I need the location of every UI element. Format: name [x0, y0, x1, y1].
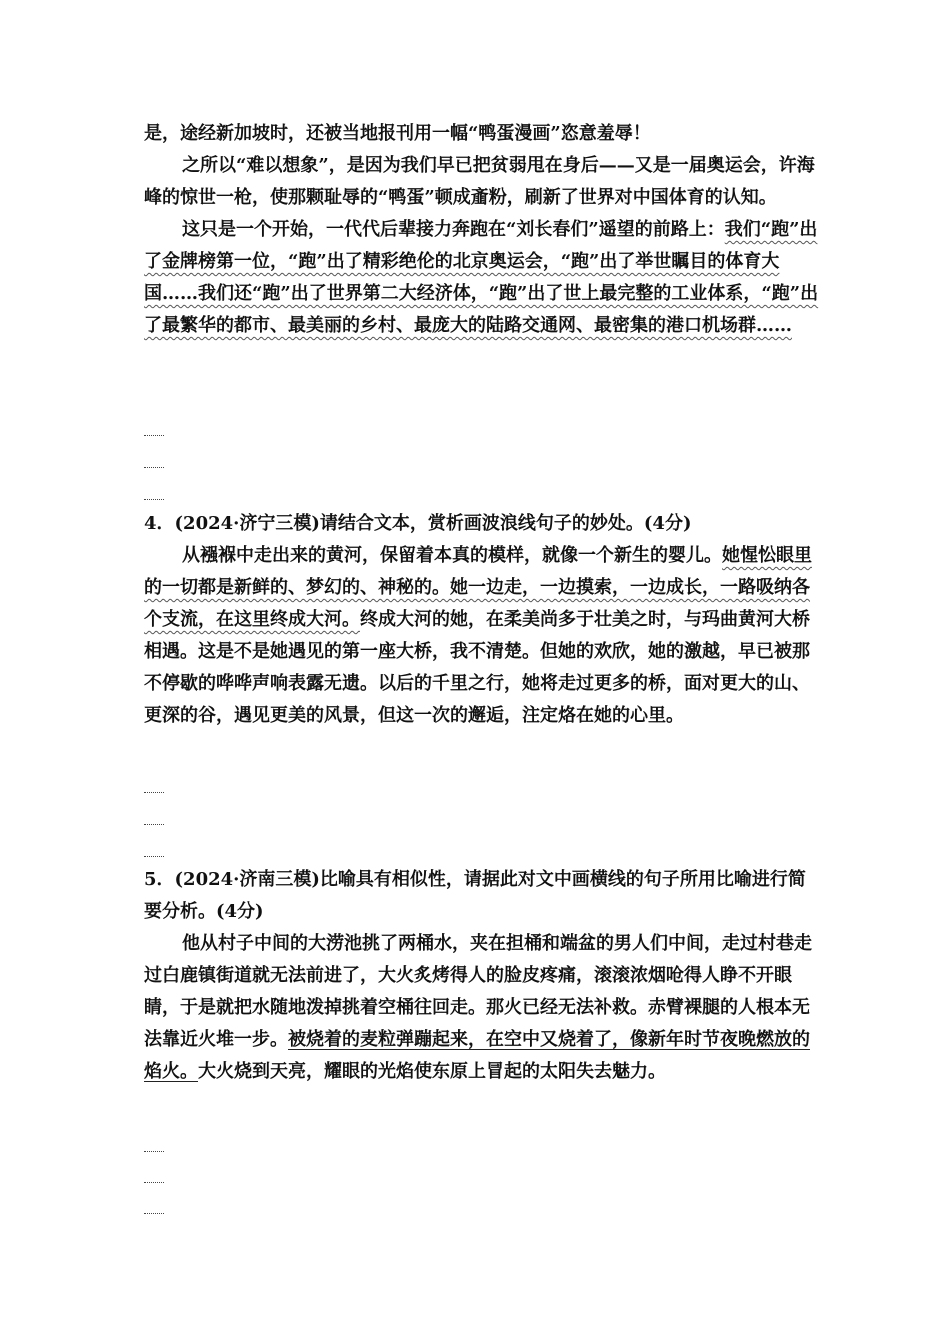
- answer-line[interactable]: [144, 433, 164, 436]
- answer-line[interactable]: [144, 790, 164, 793]
- answer-line[interactable]: [144, 822, 164, 825]
- answer-line[interactable]: [144, 1149, 164, 1152]
- question-4-plain-text: 从襁褓中走出来的黄河，保留着本真的模样，就像一个新生的婴儿。: [182, 545, 722, 566]
- question-4-plain-text-2: 终成大河的她，在柔美尚多于壮美之时，与玛曲黄河大桥相遇。这是不是她遇见的第一座大桥，我不清楚。但她的欢欣，她的激越，早已被那不停歇的哗哗声响表露无遗。以后的千里之行，她将走过更多的桥，面对更大的山、更深的谷，遇见更美的风景，但这一次的邂逅，注定烙在她的心里。: [144, 609, 810, 726]
- answer-line[interactable]: [144, 854, 164, 857]
- passage-1: [144, 118, 820, 342]
- question-5-plain-text: 他从村子中间的大涝池挑了两桶水，夹在担桶和端盆的男人们中间，走过村巷走过白鹿镇街道就无法前进了，大火炙烤得人的脸皮疼痛，滚滚浓烟呛得人睁不开眼睛，于是就把水随地泼掉挑着空桶往回走。那火已经无法补救。赤臂裸腿的人根本无法靠近火堆一步。: [144, 933, 812, 1050]
- passage-1-plain-text: 这只是一个开始，一代代后辈接力奔跑在“刘长春们”遥望的前路上：: [182, 219, 725, 240]
- straight-underlined-text: 被烧着的麦粒弹蹦起来，在空中又烧着了，像新年时节夜晚燃放的焰火。: [144, 1029, 810, 1082]
- question-4: [144, 508, 820, 732]
- question-4-passage: [144, 540, 820, 732]
- question-5: [144, 864, 820, 1088]
- answer-line[interactable]: [144, 1180, 164, 1183]
- question-5-plain-text-2: 大火烧到天亮，耀眼的光焰使东原上冒起的太阳失去魅力。: [198, 1061, 666, 1082]
- answer-line[interactable]: [144, 1211, 164, 1214]
- wavy-underlined-text: 她惺忪眼里的一切都是新鲜的、梦幻的、神秘的。她一边走，一边摸索，一边成长，一路吸纳各个支流，在这里终成大河。: [144, 545, 812, 630]
- question-4-header: 4．(2024·济宁三模)请结合文本，赏析画波浪线句子的妙处。(4分): [144, 513, 692, 534]
- answer-line[interactable]: [144, 465, 164, 468]
- wavy-underlined-text: 我们“跑”出了金牌榜第一位，“跑”出了精彩绝伦的北京奥运会，“跑”出了举世瞩目的体育大国……我们还“跑”出了世界第二大经济体，“跑”出了世上最完整的工业体系，“跑”出了最繁华的都市、最美丽的乡村、最庞大的陆路交通网、最密集的港口机场群……: [144, 219, 819, 336]
- question-5-passage: [144, 928, 820, 1088]
- passage-1-paragraph-2: 之所以“难以想象”，是因为我们早已把贫弱甩在身后——又是一届奥运会，许海峰的惊世一枪，使那颗耻辱的“鸭蛋”顿成齑粉，刷新了世界对中国体育的认知。: [144, 155, 815, 208]
- passage-1-paragraph-3: [144, 214, 820, 342]
- answer-line[interactable]: [144, 497, 164, 500]
- passage-1-line-1: 是，途经新加坡时，还被当地报刊用一幅“鸭蛋漫画”恣意羞辱！: [144, 123, 651, 144]
- question-5-header: 5．(2024·济南三模)比喻具有相似性，请据此对文中画横线的句子所用比喻进行简要分析。(4分): [144, 869, 806, 922]
